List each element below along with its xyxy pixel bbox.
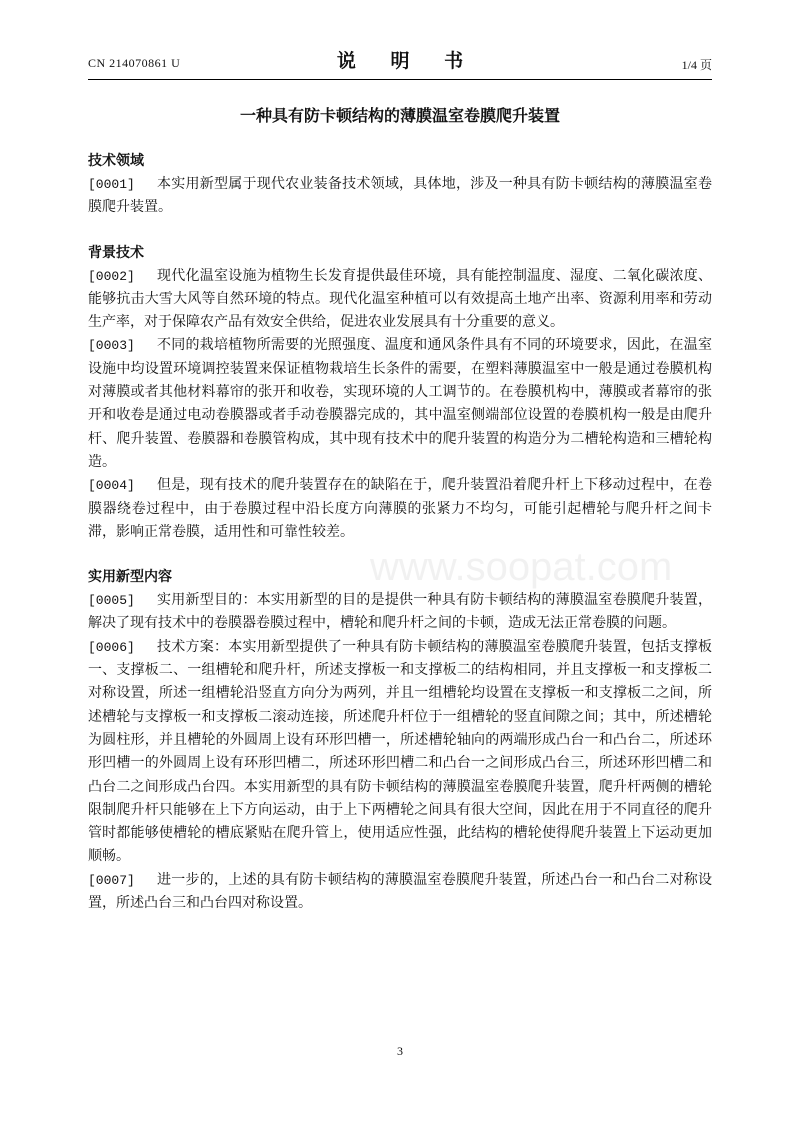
document-title: 一种具有防卡顿结构的薄膜温室卷膜爬升装置 — [239, 106, 560, 125]
paragraph-number: [0001] — [88, 177, 135, 192]
paragraph-text: 实用新型目的：本实用新型的目的是提供一种具有防卡顿结构的薄膜温室卷膜爬升装置，解决了现有技术中的卷膜器卷膜过程中，槽轮和爬升杆之间的卡顿，造成无法正常卷膜的问题。 — [88, 592, 712, 632]
paragraph-text: 但是，现有技术的爬升装置存在的缺陷在于，爬升装置沿着爬升杆上下移动过程中，在卷膜器绕卷过程中，由于卷膜过程中沿长度方向薄膜的张紧力不均匀，可能引起槽轮与爬升杆之间卡滞，影响正常卷膜，适用性和可靠性较差。 — [88, 477, 712, 540]
watermark: www.soopat.com — [370, 545, 673, 589]
paragraph — [88, 173, 712, 220]
paragraph-number: [0003] — [88, 338, 135, 354]
paragraph-text: 进一步的，上述的具有防卡顿结构的薄膜温室卷膜爬升装置，所述凸台一和凸台二对称设置，所述凸台三和凸台四对称设置。 — [88, 871, 712, 912]
section-heading-utility-model-content: 实用新型内容 — [88, 569, 172, 586]
header-divider — [88, 79, 712, 80]
paragraph — [88, 869, 712, 916]
paragraph-number: [0007] — [88, 872, 135, 888]
publication-number: CN 214070861 U — [88, 56, 181, 70]
section-heading-background: 背景技术 — [88, 244, 144, 261]
paragraph — [88, 334, 712, 474]
paragraph-number: [0006] — [88, 639, 135, 655]
page-header — [88, 46, 712, 78]
paragraph — [88, 636, 712, 869]
paragraph-text: 本实用新型属于现代农业装备技术领域，具体地，涉及一种具有防卡顿结构的薄膜温室卷膜爬升装置。 — [88, 176, 712, 216]
paragraph-number: [0005] — [88, 593, 135, 609]
paragraph-text: 技术方案：本实用新型提供了一种具有防卡顿结构的薄膜温室卷膜爬升装置，包括支撑板一、支撑板二、一组槽轮和爬升杆，所述支撑板一和支撑板二的结构相同，并且支撑板一和支撑板二对称设置，所述一组槽轮沿竖直方向分为两列，并且一组槽轮均设置在支撑板一和支撑板二之间，所述槽轮与支撑板一和支撑板二滚动连接，所述爬升杆位于一组槽轮的竖直间隙之间；其中，所述槽轮为圆柱形，并且槽轮的外圆周上设有环形凹槽一，所述槽轮轴向的两端形成凸台一和凸台二，所述环形凹槽一的外圆周上设有环形凹槽二，所述环形凹槽二和凸台一之间形成凸台三，所述环形凹槽二和凸台二之间形成凸台四。本实用新型的具有防卡顿结构的薄膜温室卷膜爬升装置，爬升杆两侧的槽轮限制爬升杆只能够在上下方向运动，由于上下两槽轮之间具有很大空间，因此在用于不同直径的爬升管时都能够使槽轮的槽底紧贴在爬升管上，使用适应性强，此结构的槽轮使得爬升装置上下运动更加顺畅。 — [88, 638, 712, 865]
paragraph — [88, 589, 712, 636]
document-body — [88, 150, 712, 915]
page-of-indicator: 1/4 页 — [681, 58, 712, 72]
paragraph — [88, 265, 712, 335]
page-number: 3 — [397, 1044, 403, 1058]
paragraph-number: [0002] — [88, 268, 135, 284]
paragraph — [88, 474, 712, 544]
paragraph-text: 现代化温室设施为植物生长发育提供最佳环境，具有能控制温度、湿度、二氧化碳浓度、能够抗击大雪大风等自然环境的特点。现代化温室种植可以有效提高土地产出率、资源利用率和劳动生产率，对于保障农产品有效安全供给，促进农业发展具有十分重要的意义。 — [88, 267, 712, 331]
paragraph-text: 不同的栽培植物所需要的光照强度、温度和通风条件具有不同的环境要求，因此，在温室设施中均设置环境调控装置来保证植物栽培生长条件的需要，在塑料薄膜温室中一般是通过卷膜机构对薄膜或者其他材料幕帘的张开和收卷，实现环境的人工调节的。在卷膜机构中，薄膜或者幕帘的张开和收卷是通过电动卷膜器或者手动卷膜器完成的，其中温室侧端部位设置的卷膜机构一般是由爬升杆、爬升装置、卷膜器和卷膜管构成，其中现有技术中的爬升装置的构造分为二槽轮构造和三槽轮构造。 — [88, 337, 712, 470]
section-heading-technical-field: 技术领域 — [88, 153, 144, 169]
document-type-title: 说 明 书 — [336, 50, 478, 72]
paragraph-number: [0004] — [88, 478, 135, 494]
